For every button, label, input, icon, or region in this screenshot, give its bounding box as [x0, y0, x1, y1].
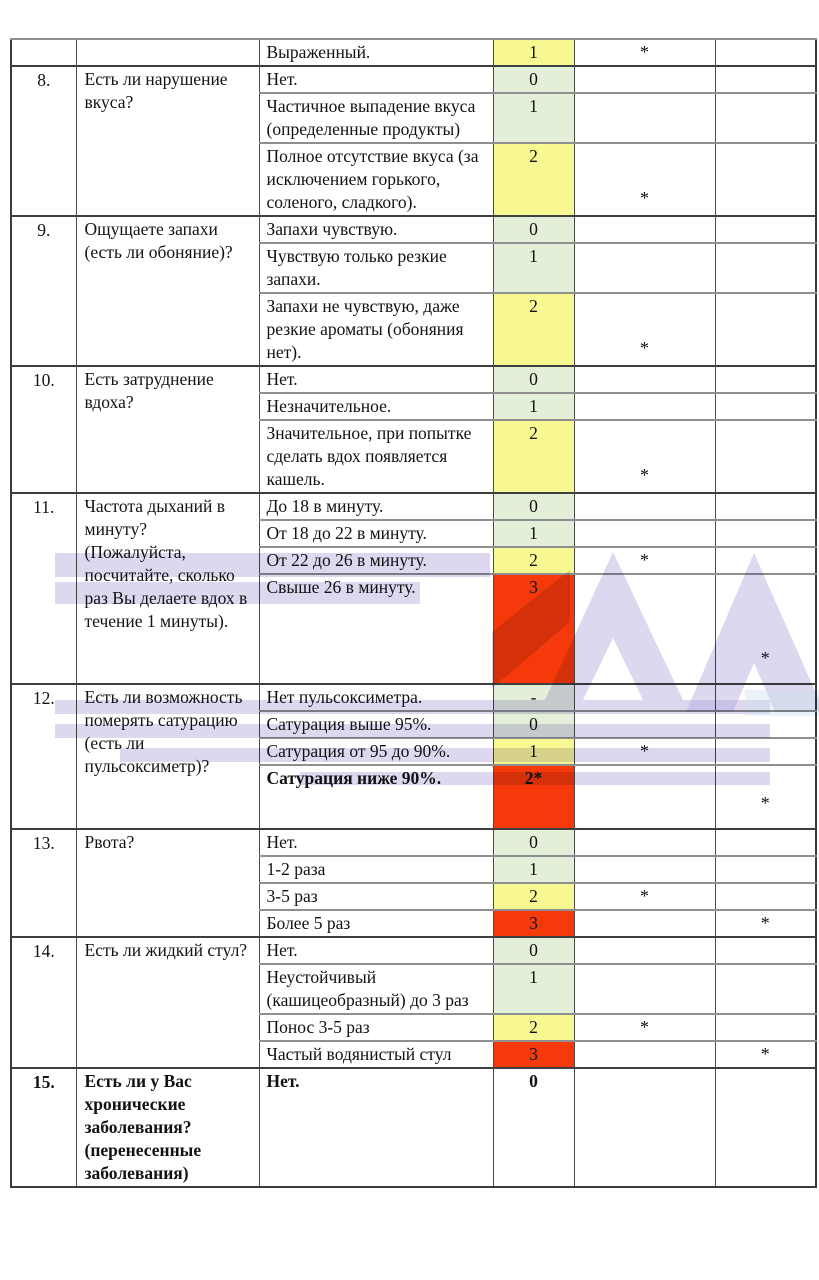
severity-mark-cell	[574, 574, 715, 684]
answer-option	[259, 856, 493, 883]
score-cell: 1	[493, 243, 574, 293]
answer-option-label: Сатурация ниже 90%.	[266, 768, 442, 788]
answer-option-label: Запахи не чувствую, даже резкие ароматы (обоняния нет).	[266, 296, 464, 362]
score-cell: 1	[493, 93, 574, 143]
answer-option-label: Сатурация от 95 до 90%.	[266, 741, 451, 761]
answer-option-label: Значительное, при попытке сделать вдох появляется кашель.	[266, 423, 472, 489]
critical-mark-cell	[715, 366, 816, 393]
score-cell: 1	[493, 856, 574, 883]
answer-option	[259, 1041, 493, 1068]
answer-option-label: Нет.	[266, 1071, 300, 1091]
critical-mark-cell	[715, 964, 816, 1014]
critical-mark-cell	[715, 520, 816, 547]
score-cell: 0	[493, 1068, 574, 1187]
score-cell: 3	[493, 910, 574, 937]
severity-mark-cell	[574, 366, 715, 393]
asterisk-marker: *	[640, 886, 649, 906]
symptom-score-table	[10, 38, 817, 1188]
answer-option	[259, 765, 493, 829]
row-number: 12.	[11, 684, 76, 829]
severity-mark-cell	[574, 964, 715, 1014]
severity-mark-cell	[574, 420, 715, 493]
asterisk-marker: *	[760, 793, 770, 813]
row-number: 13.	[11, 829, 76, 937]
score-cell: 0	[493, 366, 574, 393]
severity-mark-cell	[574, 143, 715, 216]
answer-option-label: Неустойчивый (кашицеобразный) до 3 раз	[266, 967, 469, 1010]
answer-option-label: Выраженный.	[266, 42, 371, 62]
answer-option-label: Понос 3-5 раз	[266, 1017, 370, 1037]
question-text: Есть затруднение вдоха?	[76, 366, 259, 493]
answer-option-label: Частичное выпадение вкуса (определенные продукты)	[266, 96, 476, 139]
question-text: Рвота?	[76, 829, 259, 937]
answer-option-label: Нет.	[266, 369, 298, 389]
answer-option	[259, 711, 493, 738]
answer-option	[259, 1014, 493, 1041]
asterisk-marker: *	[640, 338, 649, 358]
table-row	[11, 66, 816, 93]
severity-mark-cell	[574, 910, 715, 937]
critical-mark-cell	[715, 420, 816, 493]
severity-mark-cell	[574, 1041, 715, 1068]
question-text: Есть ли возможность померять сатурацию (есть ли пульсоксиметр)?	[76, 684, 259, 829]
asterisk-marker: *	[760, 913, 770, 933]
severity-mark-cell	[574, 243, 715, 293]
severity-mark-cell	[574, 520, 715, 547]
score-cell: 1	[493, 39, 574, 66]
answer-option-label: Более 5 раз	[266, 913, 351, 933]
severity-mark-cell	[574, 493, 715, 520]
question-text: Частота дыханий в минуту? (Пожалуйста, посчитайте, сколько раз Вы делаете вдох в течение 1 минуты).	[76, 493, 259, 684]
critical-mark-cell	[715, 883, 816, 910]
critical-mark-cell	[715, 684, 816, 711]
critical-mark-cell	[715, 574, 816, 684]
score-cell: -	[493, 684, 574, 711]
answer-option	[259, 393, 493, 420]
critical-mark-cell	[715, 856, 816, 883]
answer-option-label: От 22 до 26 в минуту.	[266, 550, 427, 570]
asterisk-marker: *	[640, 42, 649, 62]
severity-mark-cell	[574, 216, 715, 243]
answer-option	[259, 243, 493, 293]
answer-option	[259, 366, 493, 393]
severity-mark-cell	[574, 393, 715, 420]
score-cell: 2	[493, 1014, 574, 1041]
symptom-table-body	[11, 39, 816, 1187]
question-text: Есть ли жидкий стул?	[76, 937, 259, 1068]
score-cell: 0	[493, 937, 574, 964]
score-cell: 2	[493, 547, 574, 574]
score-cell: 1	[493, 738, 574, 765]
critical-mark-cell	[715, 547, 816, 574]
critical-mark-cell	[715, 39, 816, 66]
score-cell: 2	[493, 143, 574, 216]
severity-mark-cell	[574, 711, 715, 738]
answer-option	[259, 93, 493, 143]
answer-option	[259, 574, 493, 684]
answer-option	[259, 420, 493, 493]
answer-option	[259, 883, 493, 910]
answer-option-label: Свыше 26 в минуту.	[266, 577, 416, 597]
critical-mark-cell	[715, 1014, 816, 1041]
severity-mark-cell	[574, 883, 715, 910]
table-row	[11, 366, 816, 393]
answer-option	[259, 520, 493, 547]
score-cell: 1	[493, 393, 574, 420]
row-number	[11, 39, 76, 66]
answer-option-label: Нет пульсоксиметра.	[266, 687, 423, 707]
answer-option-label: Нет.	[266, 940, 298, 960]
score-cell: 2	[493, 420, 574, 493]
severity-mark-cell	[574, 93, 715, 143]
critical-mark-cell	[715, 829, 816, 856]
asterisk-marker: *	[640, 465, 649, 485]
critical-mark-cell	[715, 738, 816, 765]
answer-option	[259, 829, 493, 856]
critical-mark-cell	[715, 216, 816, 243]
table-row	[11, 493, 816, 520]
table-row	[11, 39, 816, 66]
severity-mark-cell	[574, 1068, 715, 1187]
critical-mark-cell	[715, 910, 816, 937]
table-row	[11, 829, 816, 856]
answer-option-label: 1-2 раза	[266, 859, 326, 879]
severity-mark-cell	[574, 684, 715, 711]
critical-mark-cell	[715, 143, 816, 216]
answer-option	[259, 1068, 493, 1187]
critical-mark-cell	[715, 243, 816, 293]
answer-option	[259, 910, 493, 937]
asterisk-marker: *	[760, 1044, 770, 1064]
asterisk-marker: *	[760, 648, 770, 668]
answer-option-label: Частый водянистый стул	[266, 1044, 452, 1064]
score-cell: 0	[493, 66, 574, 93]
row-number: 8.	[11, 66, 76, 216]
severity-mark-cell	[574, 66, 715, 93]
critical-mark-cell	[715, 493, 816, 520]
severity-mark-cell	[574, 829, 715, 856]
critical-mark-cell	[715, 765, 816, 829]
score-cell: 0	[493, 711, 574, 738]
answer-option-label: Незначительное.	[266, 396, 392, 416]
row-number: 15.	[11, 1068, 76, 1187]
critical-mark-cell	[715, 711, 816, 738]
answer-option	[259, 937, 493, 964]
answer-option-label: Нет.	[266, 832, 298, 852]
answer-option	[259, 66, 493, 93]
asterisk-marker: *	[640, 550, 649, 570]
severity-mark-cell	[574, 39, 715, 66]
critical-mark-cell	[715, 66, 816, 93]
score-cell: 0	[493, 829, 574, 856]
severity-mark-cell	[574, 937, 715, 964]
answer-option-label: Запахи чувствую.	[266, 219, 398, 239]
asterisk-marker: *	[640, 741, 649, 761]
table-row	[11, 684, 816, 711]
severity-mark-cell	[574, 856, 715, 883]
answer-option-label: От 18 до 22 в минуту.	[266, 523, 427, 543]
answer-option-label: До 18 в минуту.	[266, 496, 384, 516]
answer-option-label: Полное отсутствие вкуса (за исключением горького, соленого, сладкого).	[266, 146, 479, 212]
answer-option	[259, 493, 493, 520]
answer-option-label: Нет.	[266, 69, 298, 89]
score-cell: 2*	[493, 765, 574, 829]
score-cell: 1	[493, 964, 574, 1014]
answer-option	[259, 216, 493, 243]
severity-mark-cell	[574, 738, 715, 765]
table-row	[11, 937, 816, 964]
answer-option	[259, 964, 493, 1014]
severity-mark-cell	[574, 547, 715, 574]
asterisk-marker: *	[640, 188, 649, 208]
critical-mark-cell	[715, 93, 816, 143]
score-cell: 2	[493, 883, 574, 910]
question-text: Ощущаете запахи (есть ли обоняние)?	[76, 216, 259, 366]
score-cell: 2	[493, 293, 574, 366]
table-row	[11, 1068, 816, 1187]
answer-option-label: Сатурация выше 95%.	[266, 714, 432, 734]
question-text	[76, 39, 259, 66]
answer-option-label: Чувствую только резкие запахи.	[266, 246, 447, 289]
table-row	[11, 216, 816, 243]
severity-mark-cell	[574, 293, 715, 366]
answer-option	[259, 547, 493, 574]
score-cell: 3	[493, 574, 574, 684]
row-number: 14.	[11, 937, 76, 1068]
score-cell: 0	[493, 493, 574, 520]
critical-mark-cell	[715, 393, 816, 420]
row-number: 9.	[11, 216, 76, 366]
score-cell: 0	[493, 216, 574, 243]
answer-option	[259, 684, 493, 711]
critical-mark-cell	[715, 1041, 816, 1068]
critical-mark-cell	[715, 1068, 816, 1187]
critical-mark-cell	[715, 937, 816, 964]
answer-option	[259, 293, 493, 366]
answer-option	[259, 738, 493, 765]
score-cell: 3	[493, 1041, 574, 1068]
severity-mark-cell	[574, 1014, 715, 1041]
asterisk-marker: *	[640, 1017, 649, 1037]
answer-option	[259, 143, 493, 216]
severity-mark-cell	[574, 765, 715, 829]
answer-option	[259, 39, 493, 66]
answer-option-label: 3-5 раз	[266, 886, 318, 906]
row-number: 10.	[11, 366, 76, 493]
critical-mark-cell	[715, 293, 816, 366]
question-text: Есть ли нарушение вкуса?	[76, 66, 259, 216]
row-number: 11.	[11, 493, 76, 684]
question-text: Есть ли у Вас хронические заболевания? (перенесенные заболевания)	[76, 1068, 259, 1187]
score-cell: 1	[493, 520, 574, 547]
